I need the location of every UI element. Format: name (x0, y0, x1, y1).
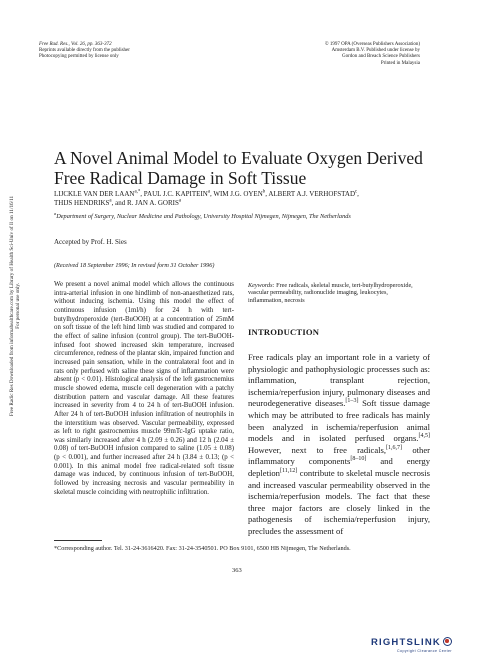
printed-in: Printed in Malaysia (380, 60, 420, 66)
copyright-header (260, 42, 420, 67)
author-line-1 (54, 190, 434, 199)
author-sup: c (355, 189, 358, 195)
citation-ref: [11,12] (279, 468, 298, 475)
intro-text: and energy depletion (248, 456, 430, 478)
publisher-line-1: Amsterdam B.V. Published under license by (331, 48, 420, 54)
keywords-label: Keywords: (248, 282, 275, 289)
author-sup: a (178, 198, 182, 204)
author-name: THIJS HENDRIKS (54, 199, 110, 207)
reprint-note: Reprints available directly from the publisher (39, 48, 130, 54)
rightslink-logo-subtext: Copyright Clearance Center (397, 649, 452, 653)
author-name: , and R. JAN A. GORIS (111, 199, 179, 207)
article-title: A Novel Animal Model to Evaluate Oxygen Derived Free Radical Damage in Soft Tissue (54, 148, 423, 188)
author-sup: a,* (134, 189, 141, 195)
journal-citation: Free Rad. Res., Vol. 26, pp. 363-372 (39, 42, 112, 47)
corresponding-author-footnote: *Corresponding author. Tel. 31-24-3616420. Fax: 31-24-3540501. PO Box 9101, 6500 HB Nijmegen, The Netherlands. (54, 545, 351, 552)
photocopy-note: Photocopying permitted by license only (39, 54, 119, 60)
received-dates: (Received 18 September 1996; In revised form 31 October 1996) (54, 262, 215, 269)
author-list (54, 190, 434, 208)
accepted-by: Accepted by Prof. H. Sies (54, 238, 127, 246)
journal-header (39, 42, 219, 61)
intro-text: However, next to free radicals, (248, 444, 387, 455)
intro-text: contribute to skeletal muscle necrosis and increased vascular permeability observed in the ischemia/reperfusion models. The fact that these three major factors are closely linked in the pathogenesis of ischemia/reperfusion injury, precludes the assessment of (248, 467, 430, 536)
intro-text: Free radicals play an important role in a variety of physiologic and pathophysiologic processes such as: inflammation, transplant rejection, ischemia/reperfusion injury, pulmonary diseases and neurodegenerative diseases. (248, 352, 430, 409)
keywords (248, 282, 424, 304)
publisher-line-2: Gordon and Breach Science Publishers (341, 54, 420, 60)
footnote-divider (54, 540, 102, 541)
section-heading-introduction: INTRODUCTION (248, 327, 320, 337)
citation-ref: [4,5] (418, 433, 430, 440)
author-sup: b (262, 189, 266, 195)
affiliation (54, 210, 444, 220)
intro-text: Soft tissue damage which may be attributed to free radicals has mainly been analyzed in ischemia/reperfusion animal models and in isolated perfused organs. (248, 398, 430, 444)
author-line-2 (54, 199, 434, 208)
rightslink-logo-icon (443, 637, 452, 646)
affiliation-sup: a (54, 210, 57, 216)
copyright-line: © 1997 OPA (Overseas Publishers Association) (324, 42, 420, 47)
rightslink-logo[interactable] (371, 637, 452, 648)
author-name: LIJCKLE VAN DER LAAN (54, 190, 135, 198)
abstract: We present a novel animal model which allows the continuous intra-arterial infusion in one hindlimb of non-anaesthetized rats, without inducing ischemia. Using this model the effect of continuous infusion (1ml/h) for 24 h with tert-butylhydroperoxide (tert-BuOOH) at a concentration of 25mM on soft tissue of the left hind limb was studied and compared to the effect of saline infusion (control group). The tert-BuOOH-infused foot showed increased skin temperature, increased circumference, redness of the plantar skin, impaired function and increased pain sensation, while in the contralateral foot and in rats only perfused with saline these signs of inflammation were absent (p < 0.01). Histological analysis of the left gastrocnemius muscle showed edema, muscle cell degeneration with a patchy distribution pattern and vascular damage. All these features increased in severity from 4 to 24 h of tert-BuOOH infusion. After 24 h of tert-BuOOH infusion infiltration of neutrophils in the interstitium was observed. Vascular permeability, expressed as left to right gastrocnemius muscle 99mTc-IgG uptake ratio, was similarly increased after 4 h (2.09 ± 0.26) and 12 h (2.04 ± 0.08) of tert-BuOOH infusion compared to saline (1.05 ± 0.08) (p < 0.001), and further increased after 24 h (3.84 ± 0.13; (p < 0.001). In this animal model free radical-related soft tissue damage was induced, by continuous infusion of tert-BuOOH, followed by increasing necrosis and vascular permeability in skeletal muscle coinciding with neutrophilic infiltration. (54, 281, 234, 496)
citation-ref: [1,6,7] (386, 444, 403, 451)
download-watermark-line-2: For personal use only. (15, 283, 21, 329)
download-watermark-line-1: Free Radic Res Downloaded from informahealthcare.com by Library of Health Sci-Univ of Il on 11/16/11 (9, 195, 15, 417)
intro-text: other inflammatory components (248, 444, 430, 467)
author-sup: a (109, 198, 112, 204)
introduction-paragraph (248, 352, 430, 538)
author-separator: , (357, 190, 359, 198)
affiliation-text: Department of Surgery, Nuclear Medicine and Pathology, University Hospital Nijmegen, Nijmegen, The Netherlands (56, 213, 351, 220)
author-name: , PAUL J.C. KAPITEIN (140, 190, 208, 198)
author-name: , ALBERT A.J. VERHOFSTAD (265, 190, 355, 198)
download-watermark (9, 181, 21, 431)
page-number: 363 (232, 567, 242, 574)
author-name: , WIM J.G. OYEN (210, 190, 263, 198)
citation-ref: [1–3] (345, 398, 359, 405)
rightslink-logo-text: RIGHTSLINK (370, 637, 441, 648)
author-sup: a (207, 189, 210, 195)
citation-ref: [8–10] (350, 456, 367, 463)
keywords-text: Free radicals, skeletal muscle, tert-butylhydroperoxide, vascular permeability, radionuclide imaging, leukocytes, inflammation, necrosis (248, 282, 413, 304)
